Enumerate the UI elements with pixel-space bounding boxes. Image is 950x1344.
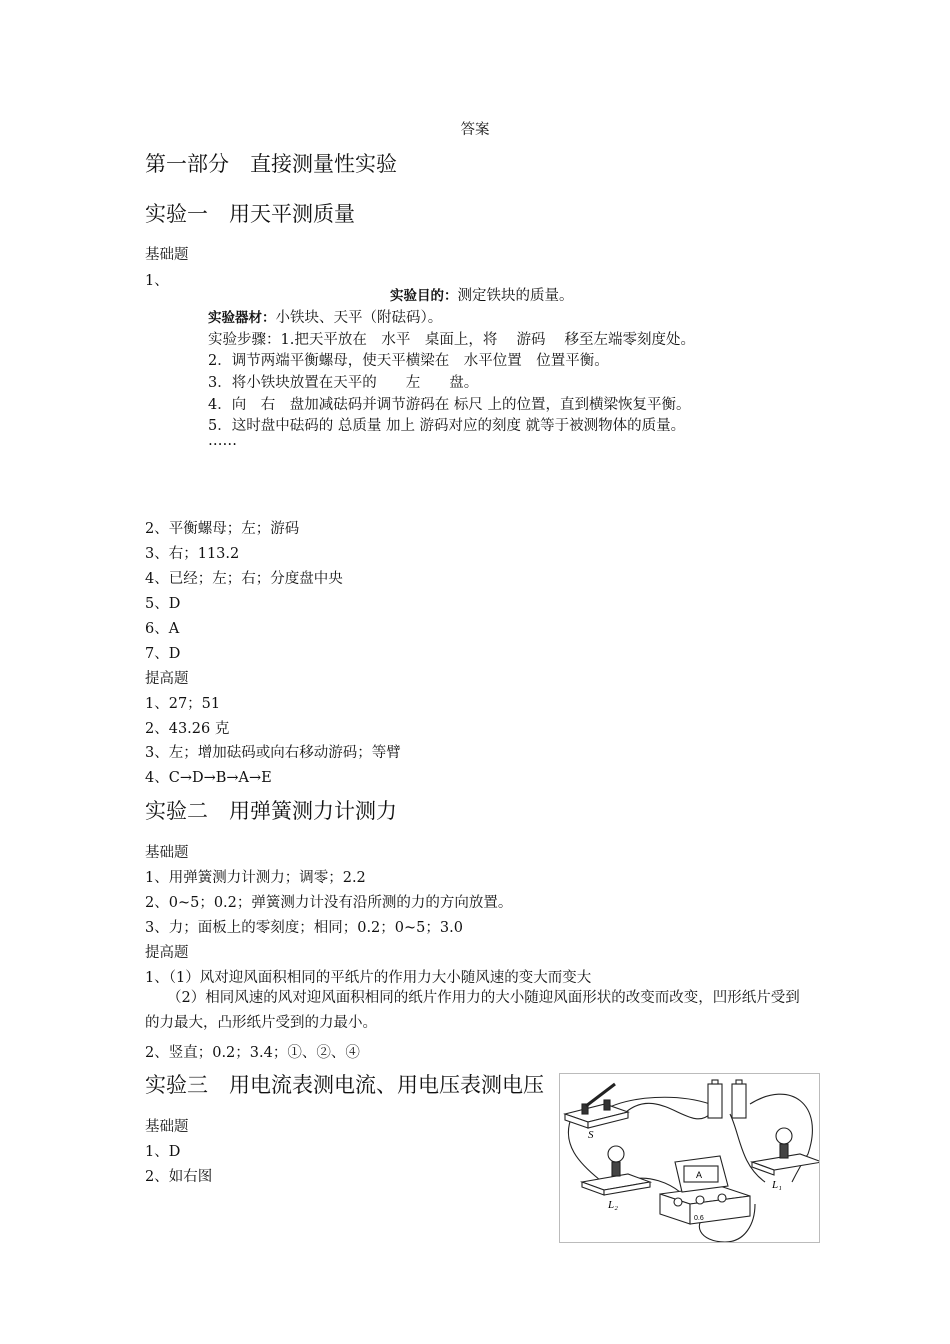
exp3-heading: 实验三 用电流表测电流、用电压表测电压	[145, 1073, 544, 1097]
step-line: 2．调节两端平衡螺母，使天平横梁在 水平位置 位置平衡。	[208, 353, 609, 369]
circuit-diagram	[559, 1073, 820, 1243]
ellipsis: ……	[208, 433, 237, 449]
ammeter	[660, 1156, 750, 1224]
exp1-q1-number: 1、	[145, 273, 169, 289]
answer-line: 1、（1）风对迎风面积相同的平纸片的作用力大小随风速的变大而变大	[145, 970, 592, 986]
exp1-basic-label: 基础题	[145, 247, 189, 263]
answer-paragraph: （2）相同风速的风对迎风面积相同的纸片作用力的大小随迎风面形状的改变而改变，凹形纸片受到的力最大，凸形纸片受到的力最小。	[145, 990, 800, 1031]
answer-line: 4、C→D→B→A→E	[145, 770, 272, 786]
answer-line: 3、左；增加砝码或向右移动游码；等臂	[145, 745, 401, 761]
exp2-basic-label: 基础题	[145, 845, 189, 861]
answer-line: 1、27；51	[145, 696, 221, 712]
answer-line: 1、用弹簧测力计测力；调零；2.2	[145, 870, 366, 886]
exp2-adv-label: 提高题	[145, 945, 189, 961]
lamp	[582, 1146, 650, 1195]
lamp-label: L₂	[608, 1199, 618, 1211]
step-line: 3．将小铁块放置在天平的 左 盘。	[208, 375, 479, 391]
answer-line: 1、D	[145, 1144, 181, 1160]
equipment-text: 小铁块、天平（附砝码）。	[275, 310, 443, 326]
part-heading: 第一部分 直接测量性实验	[145, 152, 397, 176]
answer-line: 2、竖直；0.2；3.4；①、②、④	[145, 1045, 360, 1061]
exp2-heading: 实验二 用弹簧测力计测力	[145, 799, 397, 823]
switch-label: S	[588, 1129, 594, 1141]
answer-line: 2、如右图	[145, 1169, 213, 1185]
meter-symbol: A	[696, 1170, 703, 1180]
answer-line: 3、右；113.2	[145, 546, 240, 562]
wire	[626, 1103, 710, 1119]
purpose-label: 实验目的：	[390, 288, 458, 304]
equipment-label: 实验器材：	[208, 310, 276, 326]
step-line: 实验步骤：1.把天平放在 水平 桌面上，将 游码 移至左端零刻度处。	[208, 332, 696, 348]
lamp-label: L₁	[772, 1179, 782, 1191]
answer-line: 5、D	[145, 596, 181, 612]
step-line: 5．这时盘中砝码的 总质量 加上 游码对应的刻度 就等于被测物体的质量。	[208, 418, 686, 434]
equipment-line	[208, 306, 442, 327]
purpose-line	[390, 284, 574, 305]
battery	[708, 1080, 746, 1118]
answer-line: 2、43.26 克	[145, 721, 230, 737]
answer-line: 4、已经；左；右；分度盘中央	[145, 571, 343, 587]
answer-line: 6、A	[145, 621, 180, 637]
answer-line: 2、0~5；0.2；弹簧测力计没有沿所测的力的方向放置。	[145, 895, 513, 911]
switch	[565, 1084, 628, 1128]
exp1-adv-label: 提高题	[145, 671, 189, 687]
answer-line: 2、平衡螺母；左；游码	[145, 521, 300, 537]
step-line: 4．向 右 盘加减砝码并调节游码在 标尺 上的位置，直到横梁恢复平衡。	[208, 397, 691, 413]
lamp	[752, 1128, 820, 1175]
exp3-basic-label: 基础题	[145, 1119, 189, 1135]
wire	[730, 1114, 765, 1182]
page-title: 答案	[460, 122, 490, 138]
meter-scale-label: 0.6	[694, 1215, 704, 1222]
purpose-text: 测定铁块的质量。	[457, 288, 574, 304]
answer-line: 3、力；面板上的零刻度；相同；0.2；0~5；3.0	[145, 920, 463, 936]
exp1-heading: 实验一 用天平测质量	[145, 202, 355, 226]
answer-line: 7、D	[145, 646, 181, 662]
